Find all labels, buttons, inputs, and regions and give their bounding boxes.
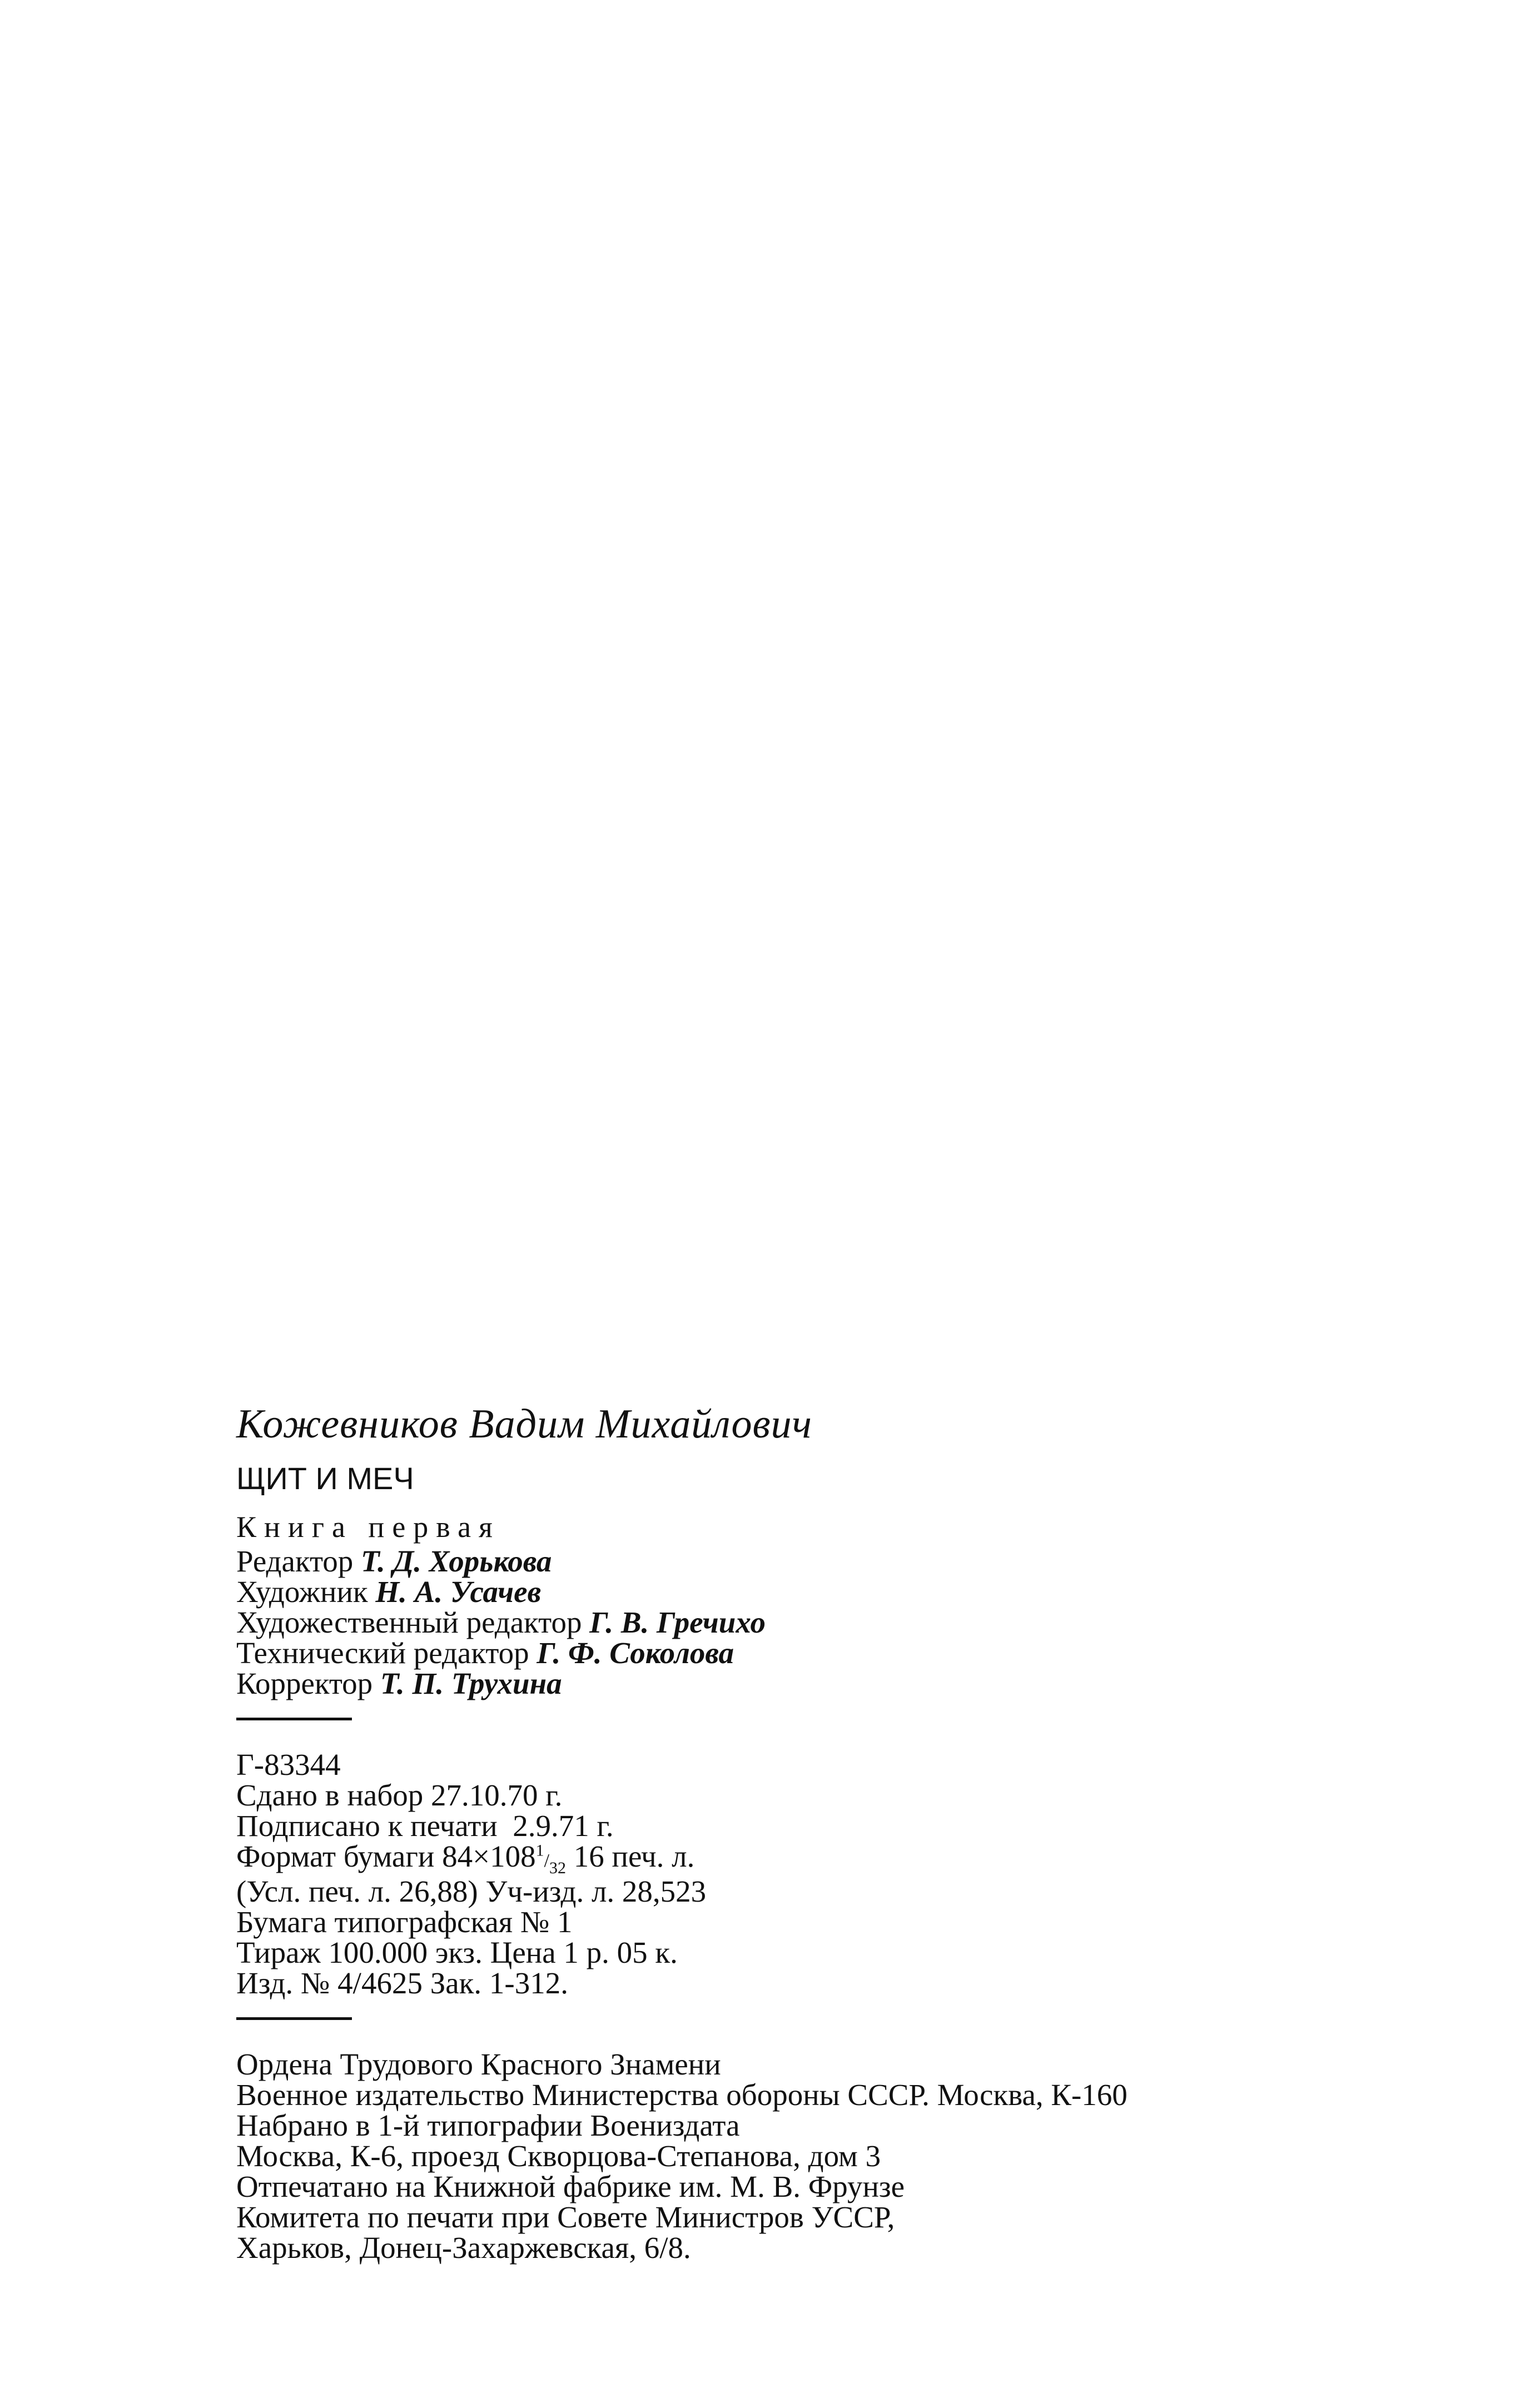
credit-role: Корректор <box>236 1666 373 1700</box>
credit-person: Н. А. Усачев <box>375 1575 542 1609</box>
print-circulation: Тираж 100.000 экз. Цена 1 р. 05 к. <box>236 1936 678 1969</box>
book-title: ЩИТ И МЕЧ <box>236 1461 414 1496</box>
print-info <box>236 1749 1487 1998</box>
print-sheets: (Усл. печ. л. 26,88) Уч-изд. л. 28,523 <box>236 1874 707 1908</box>
publisher-line: Харьков, Донец-Захаржевская, 6/8. <box>236 2231 691 2265</box>
credit-role: Художественный редактор <box>236 1605 582 1639</box>
credit-role: Технический редактор <box>236 1636 529 1670</box>
publisher-line: Ордена Трудового Красного Знамени <box>236 2047 721 2081</box>
print-code: Г-83344 <box>236 1748 341 1782</box>
format-prefix: Формат бумаги 84×108 <box>236 1839 536 1873</box>
credit-person: Г. В. Гречихо <box>589 1605 766 1639</box>
author-name: Кожевников Вадим Михайлович <box>236 1401 812 1447</box>
print-submitted: Сдано в набор 27.10.70 г. <box>236 1778 563 1812</box>
format-suffix: 16 печ. л. <box>566 1839 695 1873</box>
credit-person: Т. Д. Хорькова <box>361 1544 552 1578</box>
credit-editor <box>236 1546 1487 1576</box>
credit-person: Т. П. Трухина <box>380 1666 562 1700</box>
print-order: Изд. № 4/4625 Зак. 1-312. <box>236 1966 568 2000</box>
credit-person: Г. Ф. Соколова <box>537 1636 734 1670</box>
credit-tech-editor <box>236 1638 1487 1668</box>
publisher-info <box>236 2049 1487 2263</box>
print-signed: Подписано к печати 2.9.71 г. <box>236 1809 614 1843</box>
credit-role: Редактор <box>236 1544 354 1578</box>
format-fraction-denominator: 32 <box>549 1859 567 1877</box>
credits-list <box>236 1546 1487 1699</box>
book-part: Книга первая <box>236 1510 500 1544</box>
credit-artist <box>236 1576 1487 1607</box>
publisher-line: Отпечатано на Книжной фабрике им. М. В. Фрунзе <box>236 2170 905 2203</box>
credit-art-editor <box>236 1607 1487 1638</box>
publisher-line: Москва, К-6, проезд Скворцова-Степанова, дом 3 <box>236 2139 881 2173</box>
publisher-line: Комитета по печати при Совете Министров УССР, <box>236 2200 895 2234</box>
divider-rule <box>236 2017 352 2020</box>
publisher-line: Военное издательство Министерства обороны СССР. Москва, К-160 <box>236 2078 1127 2112</box>
imprint-block <box>236 1398 1487 2263</box>
publisher-line: Набрано в 1-й типографии Воениздата <box>236 2108 740 2142</box>
print-paper: Бумага типографская № 1 <box>236 1905 573 1939</box>
divider-rule <box>236 1718 352 1720</box>
credit-proofreader <box>236 1668 1487 1699</box>
format-fraction-numerator: 1 <box>535 1841 544 1860</box>
print-format: Формат бумаги $84\times 108^1/_{32}$ 16 печ. л. <box>236 1839 695 1877</box>
credit-role: Художник <box>236 1575 368 1609</box>
